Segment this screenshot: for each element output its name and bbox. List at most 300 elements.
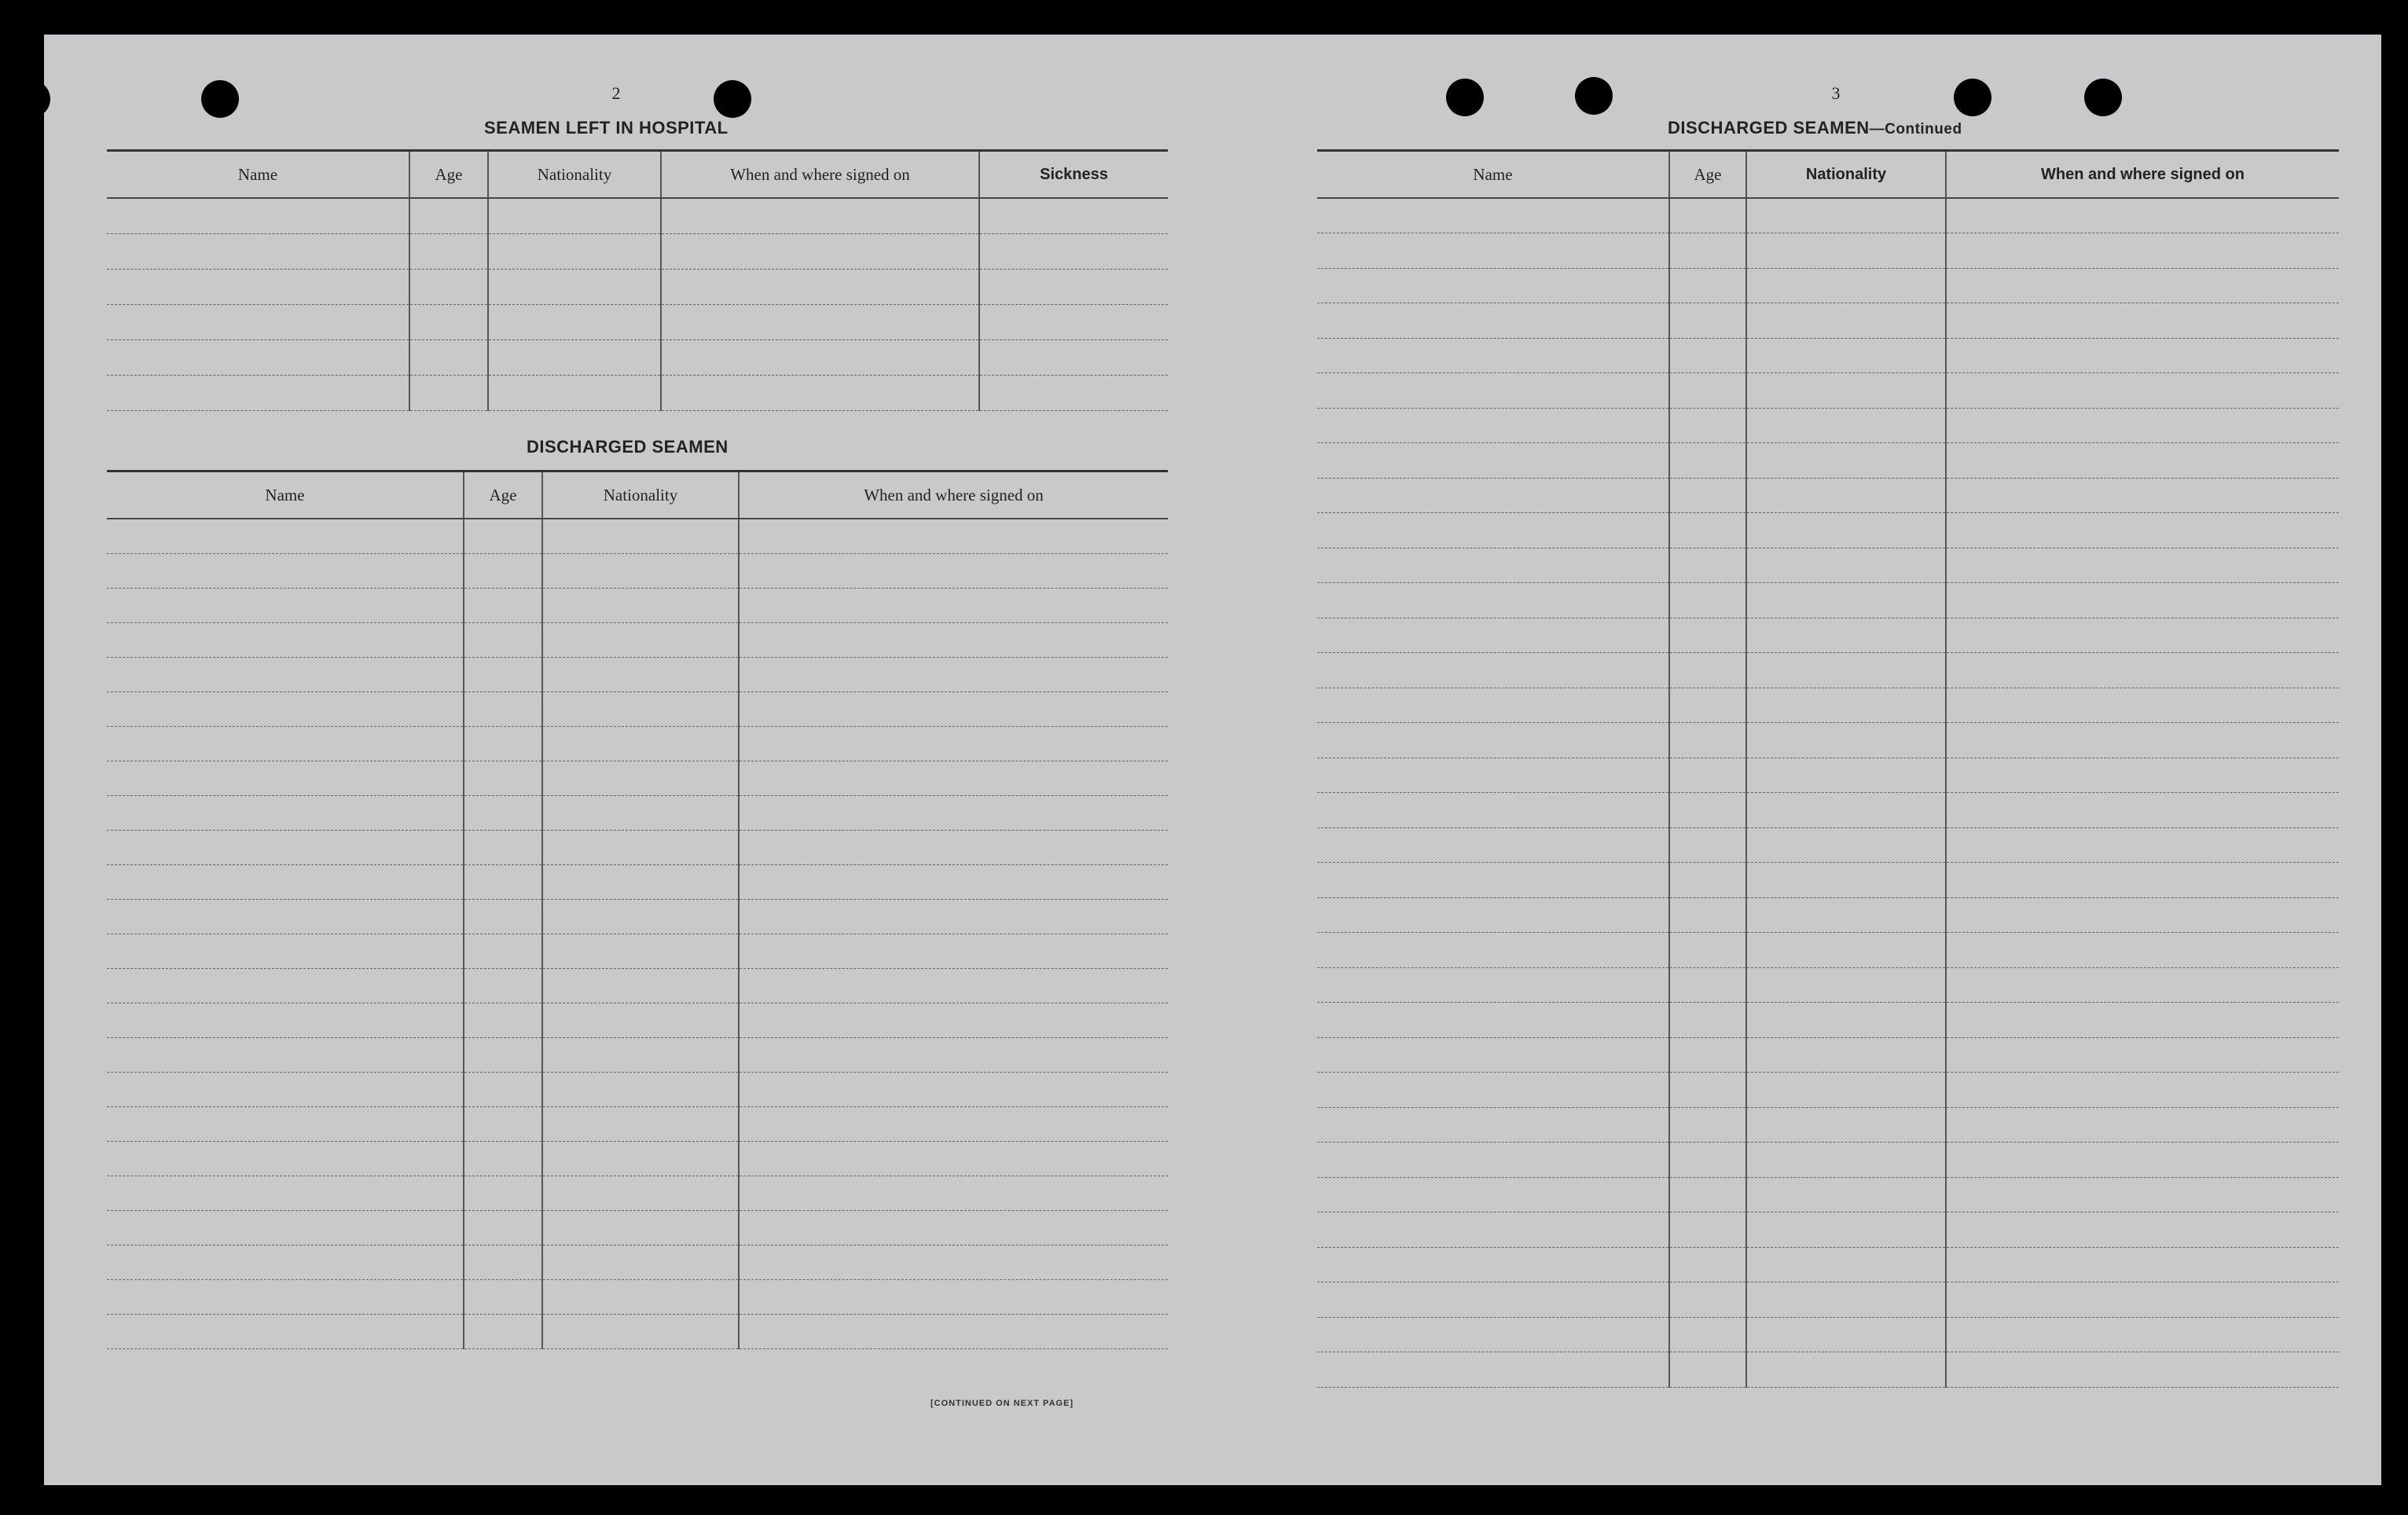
- blank-cell: [542, 1106, 739, 1141]
- blank-cell: [1746, 827, 1946, 863]
- blank-cell: [1317, 1352, 1669, 1388]
- table-row: [1317, 198, 2339, 233]
- blank-cell: [107, 795, 464, 830]
- blank-cell: [1946, 583, 2339, 618]
- blank-cell: [1317, 793, 1669, 828]
- blank-cell: [1946, 967, 2339, 1003]
- blank-cell: [107, 968, 464, 1003]
- blank-cell: [1317, 1037, 1669, 1073]
- column-header-nationality: Nationality: [488, 151, 661, 199]
- blank-cell: [1317, 303, 1669, 339]
- blank-cell: [1317, 1177, 1669, 1212]
- blank-cell: [1946, 827, 2339, 863]
- page-number: 3: [1831, 83, 1841, 103]
- blank-cell: [1746, 723, 1946, 758]
- blank-cell: [1669, 1282, 1746, 1318]
- blank-cell: [464, 1106, 542, 1141]
- blank-cell: [1669, 1352, 1746, 1388]
- blank-cell: [1669, 303, 1746, 339]
- blank-cell: [739, 1003, 1168, 1037]
- blank-cell: [1317, 443, 1669, 479]
- blank-cell: [542, 691, 739, 726]
- table-row: [1317, 1317, 2339, 1352]
- table-row: [1317, 723, 2339, 758]
- blank-cell: [542, 1210, 739, 1245]
- table-row: [1317, 758, 2339, 793]
- blank-cell: [979, 233, 1168, 269]
- table-row: [1317, 863, 2339, 898]
- blank-cell: [542, 1141, 739, 1176]
- blank-cell: [1746, 198, 1946, 233]
- table-row: [107, 519, 1168, 553]
- blank-cell: [1946, 1247, 2339, 1282]
- table-row: [107, 1279, 1168, 1314]
- table-row: [1317, 1247, 2339, 1282]
- column-header-signed-on: When and where signed on: [1946, 151, 2339, 199]
- blank-cell: [739, 1314, 1168, 1348]
- blank-cell: [1946, 758, 2339, 793]
- blank-cell: [1669, 583, 1746, 618]
- left-page: [44, 35, 1168, 1485]
- column-header-name: Name: [107, 471, 464, 519]
- blank-cell: [1746, 1037, 1946, 1073]
- blank-cell: [488, 269, 661, 304]
- blank-cell: [464, 1176, 542, 1210]
- blank-cell: [1669, 723, 1746, 758]
- table-row: [1317, 967, 2339, 1003]
- blank-cell: [542, 1279, 739, 1314]
- blank-cell: [542, 726, 739, 761]
- table-row: [107, 1245, 1168, 1279]
- blank-cell: [107, 830, 464, 864]
- blank-cell: [1317, 268, 1669, 303]
- blank-cell: [409, 339, 488, 375]
- blank-cell: [409, 233, 488, 269]
- blank-cell: [542, 1037, 739, 1072]
- table-row: [1317, 688, 2339, 723]
- blank-cell: [1746, 1177, 1946, 1212]
- blank-cell: [1317, 1317, 1669, 1352]
- blank-cell: [464, 795, 542, 830]
- title-suffix: —Continued: [1869, 121, 1962, 138]
- blank-cell: [1946, 1212, 2339, 1248]
- blank-cell: [1317, 723, 1669, 758]
- blank-cell: [1669, 1073, 1746, 1108]
- blank-cell: [107, 1037, 464, 1072]
- blank-cell: [1669, 373, 1746, 409]
- blank-cell: [1669, 338, 1746, 373]
- blank-cell: [1669, 688, 1746, 723]
- table-row: [1317, 338, 2339, 373]
- table-row: [107, 1141, 1168, 1176]
- blank-cell: [1669, 198, 1746, 233]
- blank-cell: [1946, 863, 2339, 898]
- blank-cell: [739, 934, 1168, 968]
- blank-cell: [1669, 793, 1746, 828]
- table-row: [107, 1106, 1168, 1141]
- column-header-age: Age: [464, 471, 542, 519]
- blank-cell: [739, 830, 1168, 864]
- table-row: [107, 864, 1168, 899]
- table-row: [107, 1314, 1168, 1348]
- table-row: [1317, 618, 2339, 653]
- table-row: [107, 622, 1168, 657]
- right-page: [1270, 35, 2381, 1485]
- table-row: [1317, 1037, 2339, 1073]
- blank-cell: [1669, 1247, 1746, 1282]
- blank-cell: [107, 1003, 464, 1037]
- blank-cell: [464, 726, 542, 761]
- table-row: [107, 1176, 1168, 1210]
- blank-cell: [1746, 688, 1946, 723]
- table-row: [1317, 1073, 2339, 1108]
- page-number: 2: [611, 83, 621, 103]
- blank-cell: [542, 1245, 739, 1279]
- continued-note: [CONTINUED ON NEXT PAGE]: [931, 1399, 1074, 1408]
- blank-cell: [739, 761, 1168, 795]
- blank-cell: [1746, 513, 1946, 548]
- blank-cell: [1669, 1037, 1746, 1073]
- blank-cell: [1746, 548, 1946, 583]
- blank-cell: [1746, 478, 1946, 513]
- blank-cell: [739, 1210, 1168, 1245]
- table-row: [1317, 443, 2339, 479]
- blank-cell: [464, 1245, 542, 1279]
- table-row: [1317, 548, 2339, 583]
- blank-cell: [1946, 513, 2339, 548]
- table-row: [107, 726, 1168, 761]
- table-row: [107, 375, 1168, 410]
- blank-cell: [1946, 1037, 2339, 1073]
- blank-cell: [661, 233, 979, 269]
- table-row: [1317, 933, 2339, 968]
- discharged-rows: [107, 519, 1168, 1348]
- table-row: [107, 657, 1168, 691]
- blank-cell: [1669, 548, 1746, 583]
- blank-cell: [739, 795, 1168, 830]
- blank-cell: [739, 1141, 1168, 1176]
- table-row: [107, 830, 1168, 864]
- blank-cell: [1746, 758, 1946, 793]
- blank-cell: [1946, 1177, 2339, 1212]
- blank-cell: [979, 269, 1168, 304]
- blank-cell: [1317, 1107, 1669, 1143]
- blank-cell: [1317, 233, 1669, 269]
- blank-cell: [107, 864, 464, 899]
- blank-cell: [1317, 1003, 1669, 1038]
- column-header-signed-on: When and where signed on: [661, 151, 979, 199]
- table-row: [1317, 1143, 2339, 1178]
- blank-cell: [1946, 303, 2339, 339]
- table-row: [1317, 1352, 2339, 1388]
- blank-cell: [1669, 827, 1746, 863]
- blank-cell: [107, 1072, 464, 1106]
- blank-cell: [1746, 863, 1946, 898]
- column-header-age: Age: [409, 151, 488, 199]
- blank-cell: [542, 968, 739, 1003]
- blank-cell: [488, 233, 661, 269]
- blank-cell: [542, 899, 739, 934]
- blank-cell: [542, 553, 739, 588]
- blank-cell: [1746, 1143, 1946, 1178]
- blank-cell: [1317, 1282, 1669, 1318]
- blank-cell: [1946, 1282, 2339, 1318]
- blank-cell: [409, 269, 488, 304]
- blank-cell: [488, 198, 661, 233]
- blank-cell: [979, 304, 1168, 339]
- blank-cell: [107, 622, 464, 657]
- blank-cell: [1317, 688, 1669, 723]
- blank-cell: [107, 1279, 464, 1314]
- table-row: [107, 761, 1168, 795]
- blank-cell: [739, 1176, 1168, 1210]
- blank-cell: [979, 375, 1168, 410]
- discharged-continued-rows: [1317, 198, 2339, 1387]
- blank-cell: [1946, 268, 2339, 303]
- blank-cell: [1317, 198, 1669, 233]
- blank-cell: [1946, 443, 2339, 479]
- table-row: [107, 934, 1168, 968]
- blank-cell: [739, 691, 1168, 726]
- table-row: [1317, 1003, 2339, 1038]
- blank-cell: [1746, 443, 1946, 479]
- blank-cell: [661, 339, 979, 375]
- blank-cell: [107, 1106, 464, 1141]
- blank-cell: [1669, 1177, 1746, 1212]
- blank-cell: [107, 339, 409, 375]
- column-header-sickness: Sickness: [979, 151, 1168, 199]
- blank-cell: [1669, 268, 1746, 303]
- column-header-nationality: Nationality: [542, 471, 739, 519]
- blank-cell: [542, 934, 739, 968]
- blank-cell: [409, 198, 488, 233]
- table-row: [107, 198, 1168, 233]
- blank-cell: [1746, 303, 1946, 339]
- manifest-sheet: [44, 35, 2381, 1485]
- blank-cell: [1317, 897, 1669, 933]
- blank-cell: [464, 691, 542, 726]
- blank-cell: [739, 1072, 1168, 1106]
- blank-cell: [1746, 408, 1946, 443]
- blank-cell: [464, 830, 542, 864]
- blank-cell: [542, 588, 739, 622]
- blank-cell: [542, 622, 739, 657]
- blank-cell: [1669, 897, 1746, 933]
- blank-cell: [1946, 688, 2339, 723]
- blank-cell: [1669, 1107, 1746, 1143]
- blank-cell: [107, 588, 464, 622]
- table-row: [1317, 1177, 2339, 1212]
- title-text: DISCHARGED SEAMEN: [1668, 118, 1870, 138]
- blank-cell: [739, 553, 1168, 588]
- blank-cell: [1946, 723, 2339, 758]
- blank-cell: [1746, 1317, 1946, 1352]
- blank-cell: [739, 1106, 1168, 1141]
- blank-cell: [1317, 1247, 1669, 1282]
- blank-cell: [661, 375, 979, 410]
- blank-cell: [542, 1072, 739, 1106]
- blank-cell: [464, 1141, 542, 1176]
- blank-cell: [409, 304, 488, 339]
- blank-cell: [1669, 513, 1746, 548]
- blank-cell: [1946, 408, 2339, 443]
- discharged-continued-table: [1317, 149, 2339, 1388]
- blank-cell: [1669, 478, 1746, 513]
- blank-cell: [107, 1141, 464, 1176]
- blank-cell: [1946, 233, 2339, 269]
- blank-cell: [464, 1279, 542, 1314]
- blank-cell: [464, 899, 542, 934]
- blank-cell: [1669, 863, 1746, 898]
- blank-cell: [464, 761, 542, 795]
- blank-cell: [1746, 338, 1946, 373]
- blank-cell: [979, 198, 1168, 233]
- table-row: [1317, 513, 2339, 548]
- blank-cell: [542, 795, 739, 830]
- blank-cell: [107, 1176, 464, 1210]
- blank-cell: [1317, 408, 1669, 443]
- table-row: [1317, 653, 2339, 688]
- blank-cell: [1746, 1073, 1946, 1108]
- table-row: [107, 899, 1168, 934]
- blank-cell: [1317, 758, 1669, 793]
- blank-cell: [464, 657, 542, 691]
- blank-cell: [1669, 933, 1746, 968]
- blank-cell: [1317, 478, 1669, 513]
- table-row: [1317, 897, 2339, 933]
- blank-cell: [1746, 233, 1946, 269]
- blank-cell: [464, 1210, 542, 1245]
- column-header-age: Age: [1669, 151, 1746, 199]
- blank-cell: [107, 761, 464, 795]
- column-header-signed-on: When and where signed on: [739, 471, 1168, 519]
- blank-cell: [464, 588, 542, 622]
- blank-cell: [739, 588, 1168, 622]
- blank-cell: [464, 934, 542, 968]
- blank-cell: [488, 304, 661, 339]
- blank-cell: [107, 657, 464, 691]
- blank-cell: [1746, 1003, 1946, 1038]
- blank-cell: [1669, 1317, 1746, 1352]
- blank-cell: [1317, 1073, 1669, 1108]
- discharged-continued-title: [1668, 118, 1962, 138]
- table-row: [107, 795, 1168, 830]
- blank-cell: [1946, 373, 2339, 409]
- blank-cell: [1669, 967, 1746, 1003]
- blank-cell: [409, 375, 488, 410]
- blank-cell: [1946, 1143, 2339, 1178]
- table-row: [1317, 1282, 2339, 1318]
- table-row: [107, 269, 1168, 304]
- discharged-table: [107, 470, 1168, 1349]
- blank-cell: [1317, 338, 1669, 373]
- hospital-rows: [107, 198, 1168, 410]
- blank-cell: [1317, 618, 1669, 653]
- blank-cell: [107, 519, 464, 553]
- blank-cell: [1746, 1247, 1946, 1282]
- blank-cell: [1946, 897, 2339, 933]
- blank-cell: [107, 304, 409, 339]
- blank-cell: [464, 864, 542, 899]
- blank-cell: [107, 1245, 464, 1279]
- blank-cell: [464, 1072, 542, 1106]
- blank-cell: [464, 968, 542, 1003]
- blank-cell: [1669, 443, 1746, 479]
- table-row: [1317, 1107, 2339, 1143]
- table-row: [107, 1072, 1168, 1106]
- table-row: [107, 1037, 1168, 1072]
- blank-cell: [1746, 653, 1946, 688]
- blank-cell: [739, 899, 1168, 934]
- table-row: [107, 233, 1168, 269]
- blank-cell: [107, 934, 464, 968]
- blank-cell: [542, 657, 739, 691]
- blank-cell: [1317, 863, 1669, 898]
- blank-cell: [488, 339, 661, 375]
- blank-cell: [739, 1279, 1168, 1314]
- blank-cell: [107, 375, 409, 410]
- blank-cell: [1746, 897, 1946, 933]
- blank-cell: [1669, 653, 1746, 688]
- blank-cell: [739, 519, 1168, 553]
- blank-cell: [1946, 653, 2339, 688]
- table-row: [107, 1003, 1168, 1037]
- blank-cell: [1946, 793, 2339, 828]
- blank-cell: [1746, 583, 1946, 618]
- blank-cell: [542, 1176, 739, 1210]
- blank-cell: [1746, 1352, 1946, 1388]
- blank-cell: [107, 1314, 464, 1348]
- blank-cell: [739, 864, 1168, 899]
- table-row: [1317, 303, 2339, 339]
- table-row: [107, 1210, 1168, 1245]
- blank-cell: [1746, 1107, 1946, 1143]
- blank-cell: [107, 269, 409, 304]
- blank-cell: [464, 519, 542, 553]
- column-header-nationality: Nationality: [1746, 151, 1946, 199]
- table-row: [1317, 373, 2339, 409]
- table-row: [107, 304, 1168, 339]
- hospital-table: [107, 149, 1168, 411]
- blank-cell: [542, 1314, 739, 1348]
- column-header-name: Name: [1317, 151, 1669, 199]
- blank-cell: [1317, 653, 1669, 688]
- blank-cell: [1946, 1317, 2339, 1352]
- blank-cell: [1946, 1352, 2339, 1388]
- table-row: [1317, 408, 2339, 443]
- blank-cell: [1946, 478, 2339, 513]
- blank-cell: [1946, 933, 2339, 968]
- discharged-section-title: DISCHARGED SEAMEN: [527, 437, 729, 457]
- blank-cell: [542, 519, 739, 553]
- blank-cell: [1317, 827, 1669, 863]
- blank-cell: [661, 198, 979, 233]
- blank-cell: [1946, 1003, 2339, 1038]
- blank-cell: [1317, 1143, 1669, 1178]
- table-row: [1317, 268, 2339, 303]
- blank-cell: [107, 553, 464, 588]
- blank-cell: [107, 1210, 464, 1245]
- blank-cell: [1317, 1212, 1669, 1248]
- blank-cell: [1317, 967, 1669, 1003]
- blank-cell: [107, 233, 409, 269]
- blank-cell: [1946, 338, 2339, 373]
- blank-cell: [1746, 1212, 1946, 1248]
- blank-cell: [1746, 268, 1946, 303]
- blank-cell: [542, 761, 739, 795]
- blank-cell: [1669, 1143, 1746, 1178]
- blank-cell: [1746, 618, 1946, 653]
